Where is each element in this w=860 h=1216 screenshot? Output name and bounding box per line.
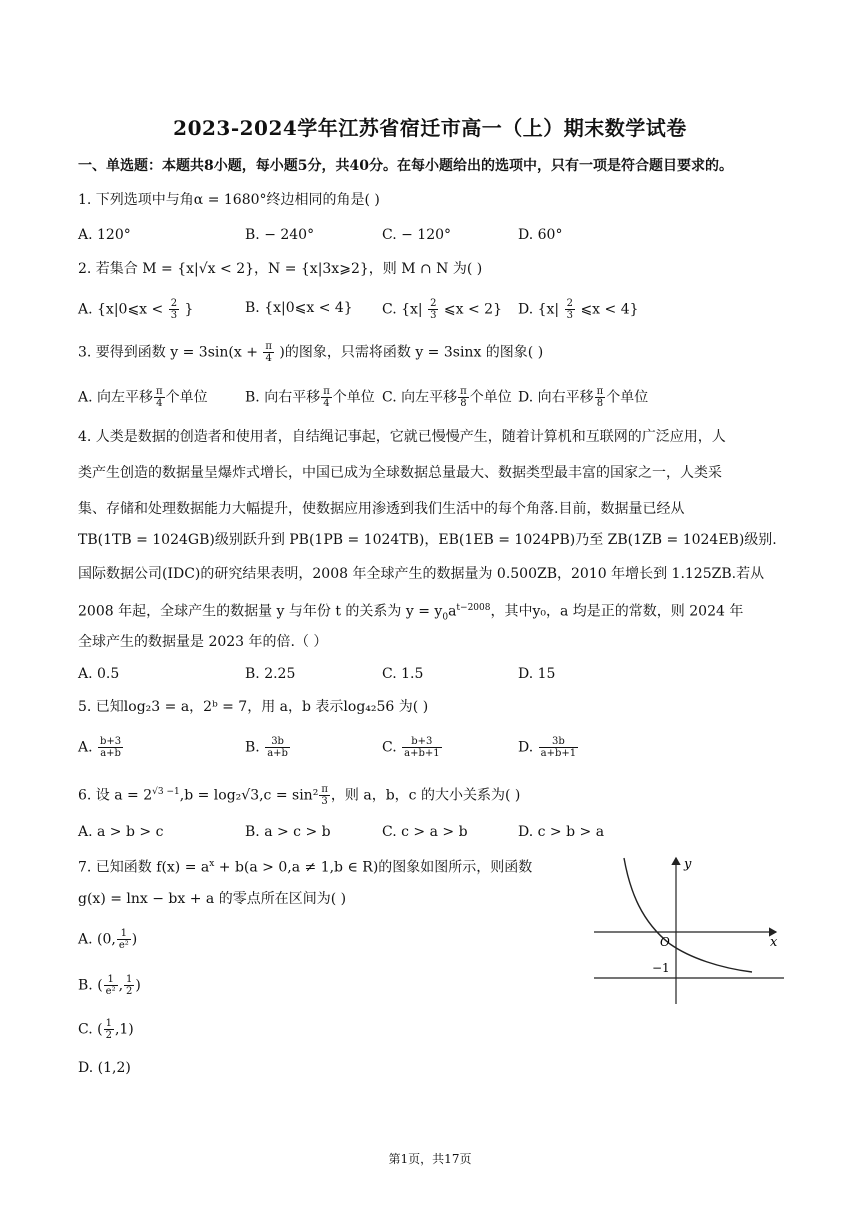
q7-b-den-1: e² <box>105 986 116 997</box>
q7-l1-post: + b(a > 0,a ≠ 1,b ∈ R)的图象如图所示，则函数 <box>214 859 533 876</box>
q5-a-fraction <box>98 736 123 759</box>
page-footer: 第1页，共17页 <box>388 1152 472 1166</box>
q5-c-label: C. <box>382 739 397 756</box>
question-3-stem <box>78 341 543 364</box>
q6-option-c: C. c > a > b <box>382 824 468 840</box>
q5-a-den: a+b <box>100 748 121 759</box>
q7-a-num: 1 <box>117 928 131 940</box>
q3-stem-fraction <box>263 341 274 364</box>
q2-d-num: 2 <box>566 298 573 309</box>
q7-c-den: 2 <box>105 1030 112 1041</box>
q3-c-pre: C. 向左平移 <box>382 389 458 406</box>
q2-a-num: 2 <box>170 298 178 309</box>
q7-a-pre: A. (0, <box>78 931 116 948</box>
q7-c-post: ,1) <box>114 1021 134 1038</box>
q5-option-b <box>245 736 291 759</box>
q6-stem-num: π <box>321 784 328 796</box>
q2-c-den: 3 <box>430 310 437 321</box>
q3-c-fraction <box>458 386 469 409</box>
origin-label: O <box>660 935 670 949</box>
q5-c-num: b+3 <box>402 736 441 748</box>
q2-d-post: ⩽x < 4} <box>580 301 639 318</box>
q3-option-d <box>518 386 648 409</box>
q4-line-2: 类产生创造的数据量呈爆炸式增长，中国已成为全球数据总量最大、数据类型最丰富的国家之一，人类采 <box>78 465 722 481</box>
q4-option-a: A. 0.5 <box>78 666 120 682</box>
q5-option-c <box>382 736 443 759</box>
q2-c-fraction <box>428 298 438 321</box>
q6-option-a: A. a > b > c <box>78 824 164 840</box>
q2-a-post: } <box>184 301 194 318</box>
q7-a-fraction <box>117 928 131 951</box>
q7-l1-sup: x <box>209 859 215 869</box>
q3-b-num: π <box>323 386 330 397</box>
question-1-stem: 1. 下列选项中与角α = 1680°终边相同的角是( ) <box>78 192 380 208</box>
question-5-stem: 5. 已知log₂3 = a，2ᵇ = 7，用 a，b 表示log₄₂56 为( ) <box>78 699 429 715</box>
q5-d-label: D. <box>518 739 534 756</box>
q2-a-pre: A. {x|0⩽x < <box>78 301 164 318</box>
q5-d-den: a+b+1 <box>540 748 577 759</box>
q3-d-fraction <box>595 386 606 409</box>
q5-option-d <box>518 736 579 759</box>
q6-option-d: D. c > b > a <box>518 824 605 840</box>
q3-a-fraction <box>154 386 165 409</box>
q4-l6-mid: a <box>448 603 457 620</box>
q7-a-den: e² <box>118 940 129 951</box>
q2-option-b: B. {x|0⩽x < 4} <box>245 300 353 316</box>
q2-c-num: 2 <box>430 298 437 309</box>
q3-d-den: 8 <box>596 398 604 409</box>
q3-b-fraction <box>321 386 332 409</box>
q1-option-a: A. 120° <box>78 227 131 243</box>
q6-stem-sup: √3 −1 <box>152 787 180 797</box>
q7-b-post: ) <box>135 977 141 994</box>
exponential-curve <box>624 858 752 972</box>
q4-option-b: B. 2.25 <box>245 666 296 682</box>
question-2-stem: 2. 若集合 M = {x|√x < 2}，N = {x|3x⩾2}，则 M ∩ N 为( ) <box>78 261 483 277</box>
q7-line-2: g(x) = lnx − bx + a 的零点所在区间为( ) <box>78 891 347 907</box>
q7-option-a <box>78 928 137 951</box>
q4-l6-sub: 0 <box>442 612 449 623</box>
q6-stem-fraction <box>319 784 330 807</box>
q7-b-den-2: 2 <box>126 986 133 997</box>
q3-b-pre: B. 向右平移 <box>245 389 321 406</box>
q2-d-pre: D. {x| <box>518 301 560 318</box>
q2-a-fraction <box>169 298 179 321</box>
y-axis-label: y <box>684 857 692 872</box>
q7-b-pre: B. ( <box>78 977 103 994</box>
q7-b-num-2: 1 <box>126 974 133 985</box>
q3-stem-num: π <box>265 341 272 352</box>
q2-option-a <box>78 298 193 321</box>
q7-option-d: D. (1,2) <box>78 1060 131 1076</box>
q7-a-post: ) <box>131 931 138 948</box>
q6-option-b: B. a > c > b <box>245 824 331 840</box>
q4-option-d: D. 15 <box>518 666 556 682</box>
q5-c-fraction <box>402 736 441 759</box>
q4-l6-sup: t−2008 <box>456 603 491 613</box>
q5-b-num: 3b <box>265 736 290 748</box>
q6-stem-mid: ,b = log₂√3,c = sin² <box>179 787 319 804</box>
function-graph <box>590 852 790 1012</box>
q3-option-a <box>78 386 208 409</box>
q2-c-post: ⩽x < 2} <box>443 301 502 318</box>
q5-d-fraction <box>539 736 578 759</box>
q7-b-mid: , <box>118 977 124 994</box>
q5-d-num: 3b <box>539 736 578 748</box>
q2-d-fraction <box>565 298 575 321</box>
q4-line-4: TB(1TB = 1024GB)级别跃升到 PB(1PB = 1024TB)，EB(1EB = 1024PB)乃至 ZB(1ZB = 1024EB)级别. <box>78 532 777 548</box>
q7-c-pre: C. ( <box>78 1021 103 1038</box>
q1-option-d: D. 60° <box>518 227 563 243</box>
q5-b-fraction <box>265 736 290 759</box>
q3-b-post: 个单位 <box>332 389 375 406</box>
q3-d-post: 个单位 <box>606 389 649 406</box>
q7-line-1 <box>78 854 532 878</box>
q3-a-num: π <box>156 386 163 397</box>
q3-a-pre: A. 向左平移 <box>78 389 154 406</box>
q3-d-pre: D. 向右平移 <box>518 389 594 406</box>
q4-line-7: 全球产生的数据量是 2023 年的倍.（ ） <box>78 634 328 650</box>
q7-c-fraction <box>104 1018 114 1041</box>
q3-stem-den: 4 <box>265 353 272 364</box>
q5-a-label: A. <box>78 739 93 756</box>
q1-option-c: C. − 120° <box>382 227 452 243</box>
q3-c-den: 8 <box>460 398 467 409</box>
q3-a-post: 个单位 <box>165 389 208 406</box>
q7-l1-pre: 7. 已知函数 f(x) = a <box>78 859 210 876</box>
q4-l6-post: ，其中y₀，a 均是正的常数，则 2024 年 <box>490 603 744 620</box>
q4-line-1: 4. 人类是数据的创造者和使用者，自结绳记事起，它就已慢慢产生，随着计算机和互联网的广泛应用，人 <box>78 429 726 445</box>
q4-line-6 <box>78 598 743 627</box>
q3-option-c <box>382 386 512 409</box>
q2-c-pre: C. {x| <box>382 301 423 318</box>
question-6-stem <box>78 782 520 807</box>
q5-b-den: a+b <box>267 748 288 759</box>
q1-option-b: B. − 240° <box>245 227 315 243</box>
q4-option-c: C. 1.5 <box>382 666 424 682</box>
q7-option-c <box>78 1018 134 1041</box>
q7-b-num-1: 1 <box>104 974 118 986</box>
q2-option-c <box>382 298 502 321</box>
q3-a-den: 4 <box>156 398 163 409</box>
q4-l6-pre: 2008 年起，全球产生的数据量 y 与年份 t 的关系为 y = y <box>78 603 443 620</box>
q4-line-5: 国际数据公司(IDC)的研究结果表明，2008 年全球产生的数据量为 0.500ZB，2010 年增长到 1.125ZB.若从 <box>78 566 765 582</box>
q3-option-b <box>245 386 375 409</box>
q7-b-fraction-2 <box>124 974 134 997</box>
q5-b-label: B. <box>245 739 260 756</box>
q5-c-den: a+b+1 <box>404 748 440 759</box>
q2-a-den: 3 <box>170 310 178 321</box>
q3-c-num: π <box>460 386 467 397</box>
q7-c-num: 1 <box>105 1018 112 1029</box>
q7-option-b <box>78 974 141 997</box>
q3-stem-pre: 3. 要得到函数 y = 3sin(x + <box>78 344 258 361</box>
q3-d-num: π <box>596 386 604 397</box>
x-axis-label: x <box>770 935 778 950</box>
q4-line-3: 集、存储和处理数据能力大幅提升，使数据应用渗透到我们生活中的每个角落.目前，数据量已经从 <box>78 501 685 517</box>
q3-c-post: 个单位 <box>469 389 512 406</box>
q3-b-den: 4 <box>323 398 330 409</box>
q6-stem-pre: 6. 设 a = 2 <box>78 787 153 804</box>
q2-option-d <box>518 298 639 321</box>
asymptote-label: −1 <box>652 961 670 975</box>
q3-stem-post: )的图象，只需将函数 y = 3sinx 的图象( ) <box>279 344 544 361</box>
q5-option-a <box>78 736 124 759</box>
q6-stem-post: ，则 a，b，c 的大小关系为( ) <box>330 787 521 804</box>
q7-b-fraction-1 <box>104 974 118 997</box>
section-heading: 一、单选题：本题共8小题，每小题5分，共40分。在每小题给出的选项中，只有一项是符合题目要求的。 <box>78 158 733 174</box>
q5-a-num: b+3 <box>100 736 122 747</box>
q2-d-den: 3 <box>566 310 573 321</box>
page-title: 2023-2024学年江苏省宿迁市高一（上）期末数学试卷 <box>173 116 687 140</box>
q6-stem-den: 3 <box>321 796 328 808</box>
